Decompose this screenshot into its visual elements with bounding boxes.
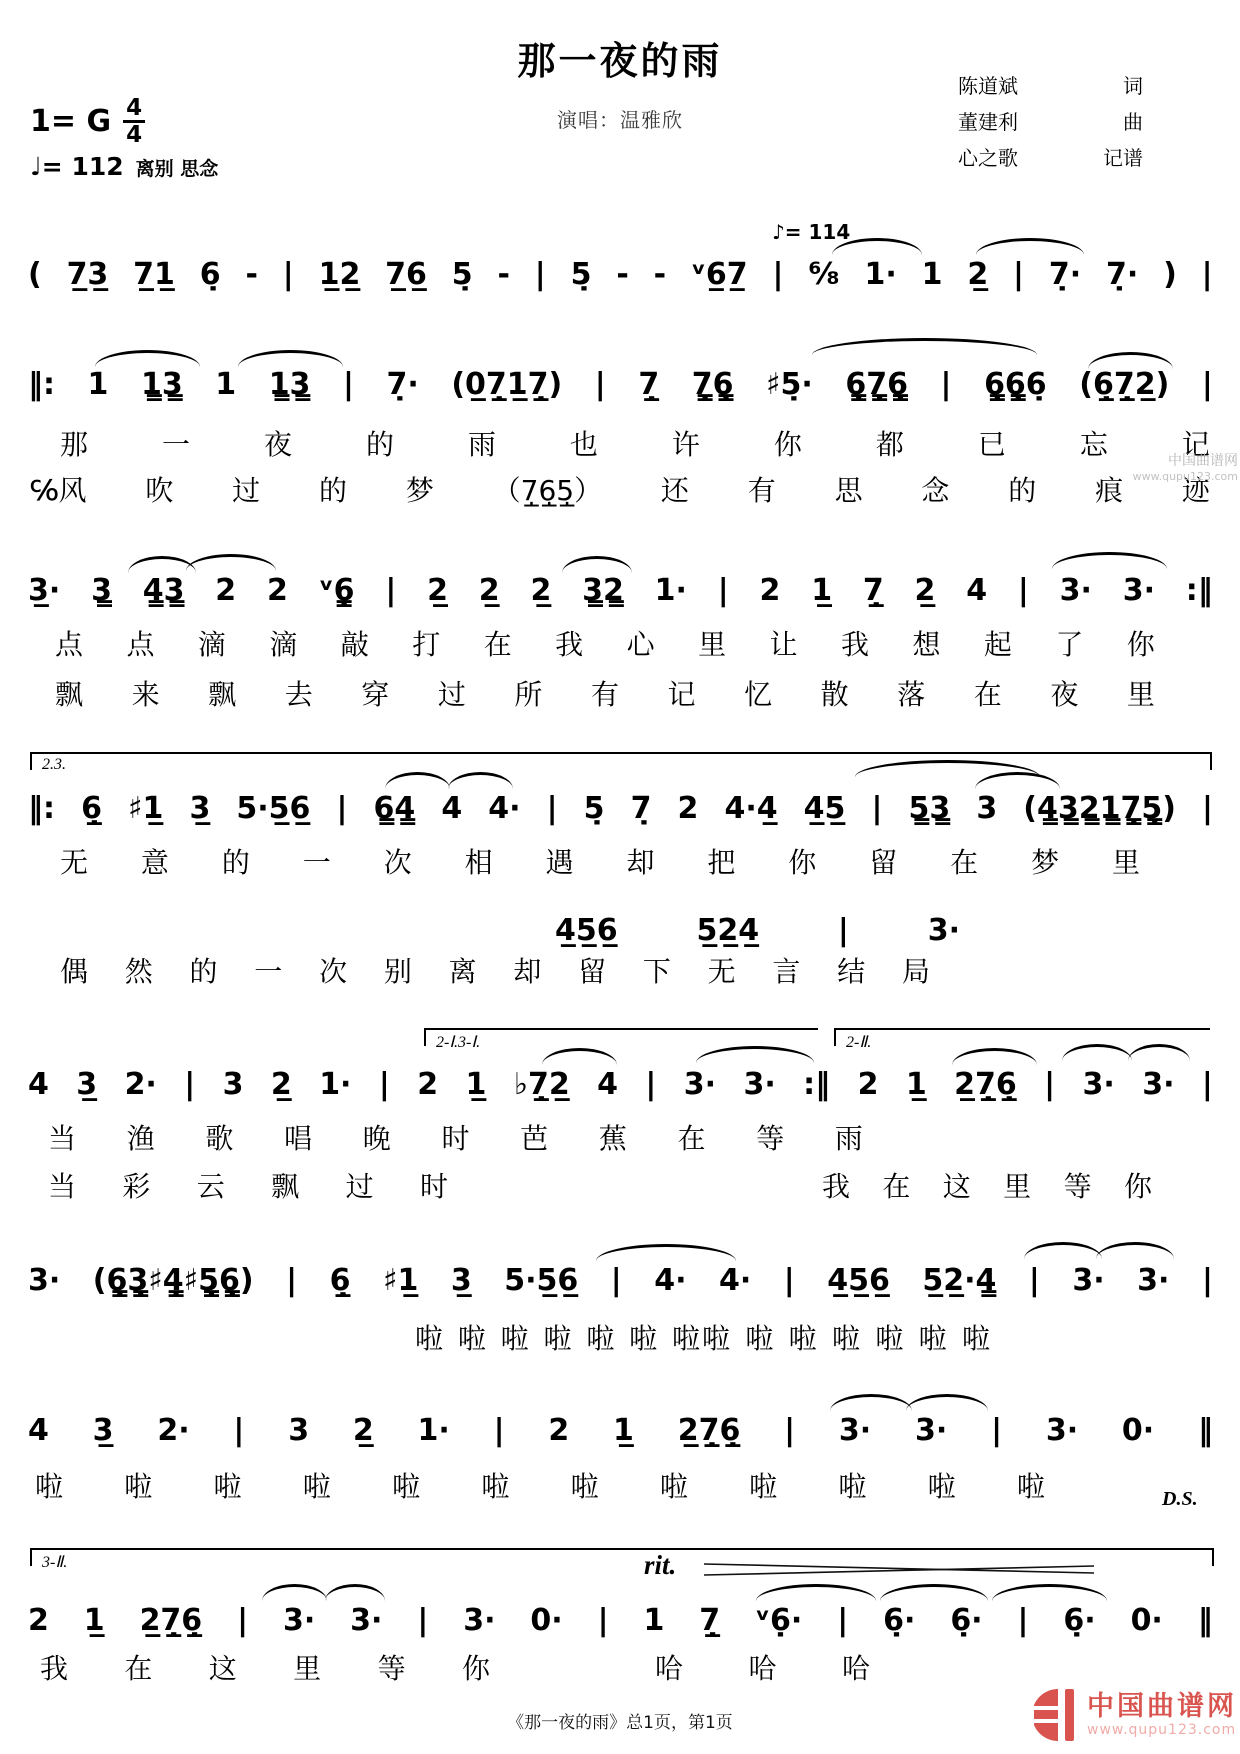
volta-bracket-2-1-3-1 [424,1028,818,1051]
slur-arc [238,350,343,367]
credit-name: 董建利 [958,110,1018,134]
slur-arc [1096,1242,1174,1259]
slur-arc [385,772,450,789]
lyrics-pickup: 偶 然 的 一 次 别 离 却 留 下 无 言 结 局 [60,955,930,988]
slur-arc [186,554,276,571]
tempo-change-label: ♪= 114 [772,220,851,244]
notation-pickup-line: 4̲5̲6̲ 5̲2̲4̲ | 3· [555,913,960,948]
credits [958,70,1143,178]
meter-top: 4 [123,96,145,123]
tempo-marking [30,152,218,181]
meter-bottom: 4 [126,122,143,149]
volta-label: 2.3. [42,756,66,773]
lyrics-chorus1: 无 意 的 一 次 相 遇 却 把 你 留 在 梦 里 [60,846,1140,879]
rit-label: rit. [644,1550,677,1580]
credit-lyricist [958,70,1143,99]
ds-label: D.S. [1162,1488,1198,1510]
singer-label: 演唱：温雅欣 [557,108,683,132]
slur-arc [542,1048,617,1065]
slur-arc [756,1584,876,1601]
key-label: 1= G [30,104,112,140]
slur-arc [1128,1044,1190,1061]
logo-watermark [1034,1686,1237,1744]
slur-arc [952,1048,1037,1065]
meter-fraction [123,96,145,147]
volta-label: 2-Ⅱ. [846,1034,872,1051]
slur-arc [1024,1242,1102,1259]
notation-line-coda: 2 1̲ 2̲7̲̣6̲̣ | 3· 3· | 3· 0· | 1 7̲̣ ᵛ6̣· | 6̣· 6̣· | 6̣· 0· ‖ [28,1603,1213,1638]
slur-arc [1088,352,1173,369]
lyrics-coda-a: 我 在 这 里 等 你 [40,1652,490,1685]
watermark-text [1087,1692,1237,1738]
lyrics-la1-b: 啦 啦 啦 啦 啦 啦 啦 [702,1322,990,1355]
slur-arc [880,1584,988,1601]
slur-arc [1062,1044,1132,1061]
tempo-value: ♩= 112 [30,152,124,181]
song-title: 那一夜的雨 [517,39,723,83]
lyrics-verse1-b: ℅风 吹 过 的 梦 （7̲̣6̲̣5̲̣） 还 有 思 念 的 痕 迹 [30,474,1210,507]
mood-label: 离别 思念 [135,158,219,180]
notation-line-la2: 4 3̲ 2· | 3 2̲ 1· | 2 1̲ 2̲7̲̣6̲̣ | 3· 3· | 3· 0· ‖ [28,1413,1213,1448]
slur-arc [448,772,513,789]
slur-arc [1052,552,1167,569]
notation-line-chorus1: ‖: 6̲̣ ♯1̲ 3̲ 5·5̲6̲ | 6̳4̳ 4 4· | 5̣ 7̣ 2 4·4̲ 4̲5̲ | 5̳3̳ 3 (4̳3̳2̳1̳7̳̣5̳̣) | [28,791,1213,826]
slur-arc [906,1394,988,1411]
notation-line-chorus2: 4 3̲ 2· | 3 2̲ 1· | 2 1̲ ♭7̲̣2̲ 4 | 3· 3· :‖ 2 1̲ 2̲7̲̣6̲̣ | 3· 3· | [28,1067,1213,1102]
slur-arc [830,1394,912,1411]
lyrics-chorus2-b1: 当 彩 云 飘 过 时 [48,1170,448,1203]
watermark-site-name: 中国曲谱网 [1168,453,1238,469]
slur-arc [95,350,200,367]
volta-label: 2-Ⅰ.3-Ⅰ. [436,1034,481,1051]
credit-composer [958,106,1143,135]
slur-arc [812,338,1037,355]
lyrics-la1-a: 啦 啦 啦 啦 啦 啦 啦 [415,1322,700,1355]
qupu-logo-icon [1034,1686,1080,1744]
notation-line-la1: 3· (6̳̣3̳̣♯4̳̣♯5̳̣6̳̣) | 6̲̣ ♯1̲ 3̲ 5·5̲6̲ | 4· 4· | 4̲5̲6̲ 5̲2̲·4̳ | 3· 3· | [28,1263,1213,1298]
credit-role: 记谱 [1103,146,1143,170]
watermark-url: www.qupu123.com [1087,1721,1237,1738]
credit-role: 词 [1123,74,1143,98]
lyrics-verse1-a: 那 一 夜 的 雨 也 许 你 都 已 忘 记 [60,428,1210,461]
slur-arc [696,1046,814,1063]
watermark-url: www.qupu123.com [1132,470,1238,484]
volta-label: 3-Ⅱ. [42,1554,68,1571]
lyrics-chorus2-a: 当 渔 歌 唱 晚 时 芭 蕉 在 等 雨 [48,1122,863,1155]
key-signature [30,96,145,147]
lyrics-verse2-b: 飘 来 飘 去 穿 过 所 有 记 忆 散 落 在 夜 里 [55,678,1155,711]
slur-arc [976,238,1084,255]
lyrics-chorus2-b2: 我 在 这 里 等 你 [822,1170,1152,1203]
footer-page-info: 《那一夜的雨》总1页，第1页 [507,1713,733,1733]
slur-arc [325,1584,385,1601]
notation-line-verse1: ‖: 1 1̳3̳ 1 1̳3̳ | 7̣· (0̲7̲̣1̲7̲̣) | 7̲̣ 7̳̣6̳̣ ♯5̣· 6̳̣7̳̣6̳̣ | 6̳̣6̳̣6̣ (6̲̣7̲̣2̲) | [28,367,1213,402]
decrescendo-hairpin [702,1560,1102,1580]
lyrics-coda-b: 哈 哈 哈 [655,1652,870,1685]
watermark-site-name: 中国曲谱网 [1087,1691,1237,1723]
slur-arc [596,1244,736,1261]
slur-arc [562,556,632,573]
volta-bracket-23 [30,752,1212,773]
side-watermark [1100,452,1238,484]
credit-name: 心之歌 [958,146,1018,170]
notation-line-verse2: 3̲· 3̳ 4̳3̳ 2 2 ᵛ6̳̣ | 2̲ 2̲ 2̲ 3̳2̳ 1· | 2 1̲ 7̲̣ 2̲ 4 | 3· 3· :‖ [28,573,1213,608]
slur-arc [992,1584,1107,1601]
credit-transcriber [958,142,1143,171]
credit-name: 陈道斌 [958,74,1018,98]
slur-arc [262,1584,327,1601]
notation-line-intro: ( 7̲3̲ 7̲1̲ 6̣ - | 1̲2̲ 7̲6̲ 5̣ - | 5̣ - - ᵛ6̲7̲ | ⁶⁄₈ 1· 1 2̲ | 7̣· 7̣· ) | [28,257,1213,292]
credit-role: 曲 [1123,110,1143,134]
lyrics-verse2-a: 点 点 滴 滴 敲 打 在 我 心 里 让 我 想 起 了 你 [55,628,1155,661]
lyrics-la2: 啦 啦 啦 啦 啦 啦 啦 啦 啦 啦 啦 啦 [35,1470,1045,1503]
